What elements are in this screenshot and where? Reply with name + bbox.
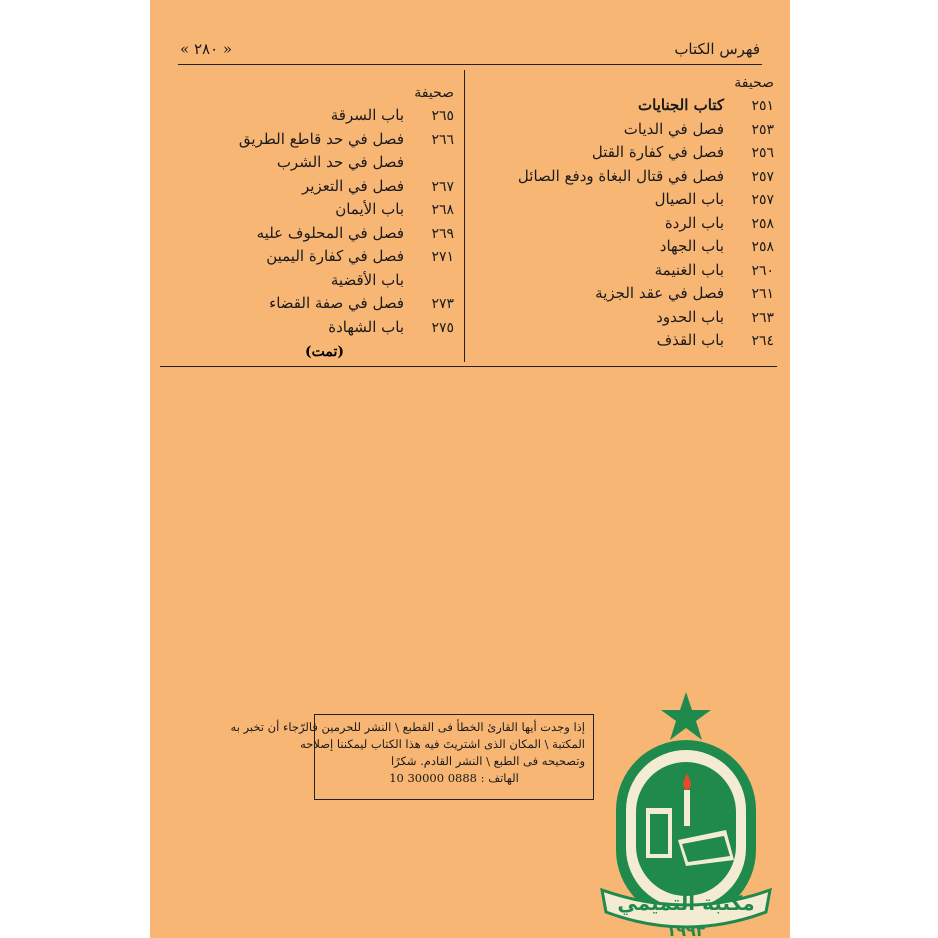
entry-title: كتاب الجنايات (638, 96, 724, 114)
index-column-left (170, 82, 454, 365)
entry-title: فصل في الديات (623, 119, 724, 138)
entry-title: فصل في قتال البغاة ودفع الصائل (517, 166, 724, 185)
entry-title: فصل في صفة القضاء (269, 294, 404, 312)
logo-name: مكتبة التميمي (617, 891, 755, 915)
entry-page-number: ٢٥٨ (751, 215, 774, 232)
entry-title: باب الحدود (656, 307, 724, 326)
index-entry (474, 212, 774, 236)
index-entry (170, 175, 454, 199)
index-entry (474, 235, 774, 259)
index-entry (474, 306, 774, 330)
entry-page-number: ٢٧٥ (431, 319, 454, 336)
index-entry (474, 94, 774, 118)
page-number: « ٢٨٠ » (180, 40, 233, 58)
end-mark: (تمت) (305, 344, 344, 360)
index-entry (474, 118, 774, 142)
index-bottom-rule (160, 366, 777, 367)
entry-page-number: ٢٦٥ (431, 108, 454, 124)
entry-page-number: ٢٦٠ (751, 262, 774, 279)
page-header (150, 40, 790, 64)
entry-page-number: ٢٦٣ (751, 309, 774, 326)
entry-page-number: ٢٦٦ (431, 131, 454, 148)
entry-title: فصل في كفارة القتل (591, 143, 724, 161)
notice-phone: الهاتف : 0888 30000 10 (389, 771, 519, 785)
entry-page-number: ٢٥٣ (751, 121, 774, 138)
entry-title: باب الشهادة (328, 317, 404, 336)
index-entry (474, 259, 774, 283)
entry-title: فصل في المحلوف عليه (256, 223, 404, 242)
index-entry (474, 282, 774, 306)
entry-title: باب القذف (656, 331, 724, 349)
index-entry (474, 188, 774, 212)
entry-title: فصل في كفارة اليمين (266, 247, 404, 265)
index-entry (170, 292, 454, 316)
logo-year: ١٩٩٣ (666, 921, 706, 938)
entry-title: باب الأيمان (335, 200, 404, 218)
entry-page-number: ٢٧٣ (431, 296, 454, 312)
entry-page-number: ٢٦٤ (751, 333, 774, 349)
entry-title: باب الردة (664, 213, 724, 232)
publisher-logo (596, 690, 776, 938)
entry-page-number: ٢٦٩ (431, 225, 454, 242)
running-title: فهرس الكتاب (674, 40, 760, 58)
entry-page-number: ٢٦٧ (431, 178, 454, 195)
entry-page-number: ٢٥٦ (751, 145, 774, 161)
column-divider (464, 70, 465, 362)
index-entry (170, 151, 454, 175)
entry-title: فصل في عقد الجزية (595, 284, 724, 302)
entry-title: فصل في التعزير (302, 176, 404, 195)
index-entry (170, 245, 454, 269)
notice-line: إذا وجدت أيها القارئ الخطأ فى القطبع \ النشر للحرمين فالرّجاء أن تخبر به (230, 720, 585, 734)
errata-notice-box (230, 714, 594, 800)
entry-page-number: ٢٥١ (751, 98, 774, 114)
index-entry (170, 316, 454, 340)
entry-title: باب الغنيمة (654, 260, 724, 279)
index-entry (170, 269, 454, 293)
entry-title: فصل في حد قاطع الطريق (238, 129, 404, 148)
index-entry (474, 141, 774, 165)
index-entry (170, 128, 454, 152)
index-entry (170, 104, 454, 128)
index-column-right (474, 72, 774, 353)
index-entry (170, 222, 454, 246)
header-rule (178, 64, 762, 65)
index-entry (170, 198, 454, 222)
entry-title: باب الصيال (654, 190, 724, 208)
entry-page-number: ٢٥٧ (751, 168, 774, 185)
column-heading: صحيفة (414, 85, 454, 101)
entry-page-number: ٢٥٨ (751, 239, 774, 255)
entry-title: باب السرقة (330, 106, 404, 124)
entry-title: فصل في حد الشرب (276, 153, 404, 171)
notice-line: المكتبة \ المكان الذى اشتريتَ فيه هذا الكتاب ليمكننا إصلاحه (300, 737, 585, 751)
entry-title: باب الأقضية (330, 270, 404, 289)
entry-title: باب الجهاد (659, 237, 724, 255)
index-entry (474, 165, 774, 189)
entry-page-number: ٢٥٧ (751, 192, 774, 208)
entry-page-number: ٢٦١ (751, 286, 774, 302)
entry-page-number: ٢٦٨ (431, 202, 454, 218)
column-heading: صحيفة (734, 75, 774, 91)
entry-page-number: ٢٧١ (431, 249, 454, 265)
notice-line: وتصحيحه فى الطبع \ النشر القادم. شكرًا (390, 754, 585, 768)
index-entry (474, 329, 774, 353)
